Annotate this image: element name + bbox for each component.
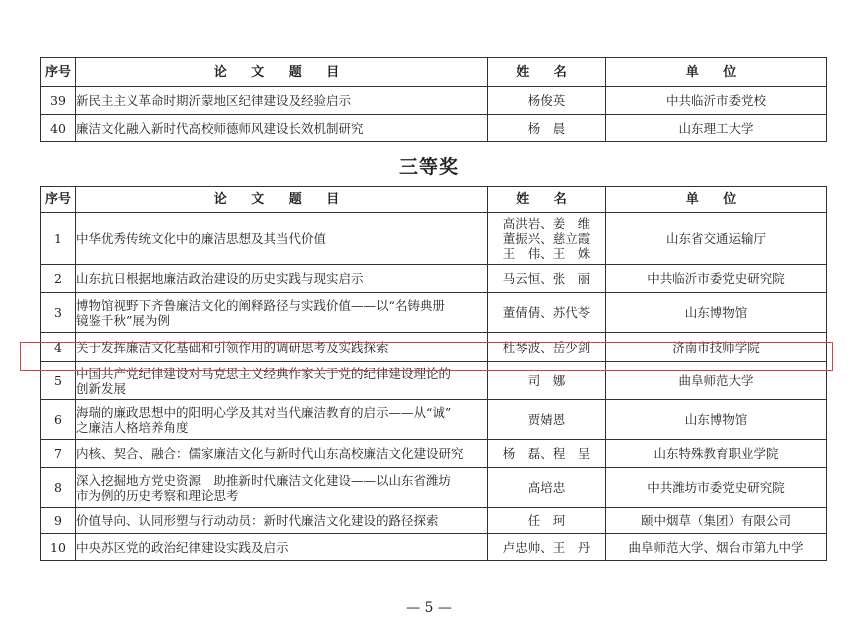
- third-prize-table: [40, 186, 827, 561]
- author-names: [488, 362, 606, 400]
- third-prize-rows: [41, 213, 827, 561]
- table-row: [41, 362, 827, 400]
- header-unit: 单 位: [606, 187, 827, 213]
- author-names: [488, 293, 606, 333]
- author-name-line: 杨俊英: [527, 93, 566, 108]
- prev-award-rows: [41, 87, 827, 142]
- author-name-line: 杨 晨: [527, 120, 566, 136]
- table-row: [41, 213, 827, 265]
- author-name-line: 杨 磊、程 呈: [502, 446, 591, 461]
- author-name-line: 高培忠: [527, 480, 566, 495]
- row-number: 10: [41, 534, 76, 561]
- author-names: [488, 400, 606, 440]
- paper-title-line: 之廉洁人格培养角度: [76, 419, 189, 435]
- paper-title: [76, 265, 488, 293]
- paper-title: [76, 293, 488, 333]
- paper-title-line: 海瑞的廉政思想中的阳明心学及其对当代廉洁教育的启示——从“诚”: [76, 404, 452, 420]
- row-number: 40: [41, 115, 76, 142]
- paper-title-line: 镜鉴千秋”展为例: [76, 312, 170, 328]
- author-name-line: 王 伟、王 姝: [502, 246, 591, 261]
- page-number: — 5 —: [406, 600, 452, 616]
- author-name-line: 卢忠帅、王 丹: [502, 539, 591, 555]
- row-number: 9: [41, 508, 76, 534]
- paper-title-line: 深入挖掘地方党史资源 助推新时代廉洁文化建设——以山东省潍坊: [76, 472, 452, 488]
- header-no: 序号: [41, 58, 76, 87]
- affiliation: 曲阜师范大学: [606, 362, 827, 400]
- paper-title: [76, 468, 488, 508]
- paper-title-line: 内核、契合、融合：儒家廉洁文化与新时代山东高校廉洁文化建设研究: [76, 446, 464, 461]
- header-title: 论 文 题 目: [76, 58, 488, 87]
- row-number: 39: [41, 87, 76, 115]
- table-header-row: [41, 58, 827, 87]
- header-name: 姓 名: [488, 58, 606, 87]
- paper-title: [76, 440, 488, 468]
- paper-title: [76, 115, 488, 142]
- row-number: 2: [41, 265, 76, 293]
- header-title: 论 文 题 目: [76, 187, 488, 213]
- table-row: [41, 265, 827, 293]
- header-unit: 单 位: [606, 58, 827, 87]
- table-row: [41, 534, 827, 561]
- affiliation: 山东博物馆: [606, 400, 827, 440]
- table-row: [41, 468, 827, 508]
- header-no: 序号: [41, 187, 76, 213]
- table-header-row: [41, 187, 827, 213]
- author-names: [488, 333, 606, 362]
- row-number: 1: [41, 213, 76, 265]
- paper-title-line: 新民主主义革命时期沂蒙地区纪律建设及经验启示: [76, 93, 352, 108]
- affiliation: 山东理工大学: [606, 115, 827, 142]
- paper-title-line: 中国共产党纪律建设对马克思主义经典作家关于党的纪律建设理论的: [76, 365, 452, 381]
- affiliation: 中共潍坊市委党史研究院: [606, 468, 827, 508]
- paper-title: [76, 400, 488, 440]
- paper-title: [76, 362, 488, 400]
- author-name-line: 贾婧恩: [527, 412, 566, 427]
- paper-title-line: 博物馆视野下齐鲁廉洁文化的阐释路径与实践价值——以“名铸典册: [76, 297, 445, 313]
- section-title: 三等奖: [398, 156, 459, 178]
- affiliation: 颐中烟草（集团）有限公司: [606, 508, 827, 534]
- author-name-line: 马云恒、张 丽: [502, 271, 591, 286]
- author-name-line: 杜琴波、岳少剑: [502, 339, 591, 355]
- table-row: [41, 333, 827, 362]
- paper-title-line: 创新发展: [76, 380, 127, 396]
- table-row: [41, 293, 827, 333]
- author-name-line: 司 娜: [527, 373, 566, 388]
- row-number: 8: [41, 468, 76, 508]
- prev-award-table: [40, 57, 827, 142]
- table-row: [41, 87, 827, 115]
- paper-title: [76, 534, 488, 561]
- row-number: 4: [41, 333, 76, 362]
- author-name-line: 董振兴、慈立霞: [502, 231, 591, 246]
- author-names: [488, 87, 606, 115]
- paper-title: [76, 508, 488, 534]
- header-name: 姓 名: [488, 187, 606, 213]
- author-names: [488, 213, 606, 265]
- affiliation: 中共临沂市委党史研究院: [606, 265, 827, 293]
- paper-title-line: 价值导向、认同形塑与行动动员：新时代廉洁文化建设的路径探索: [76, 513, 439, 528]
- paper-title: [76, 333, 488, 362]
- author-names: [488, 534, 606, 561]
- table-row: [41, 115, 827, 142]
- affiliation: 济南市技师学院: [606, 333, 827, 362]
- paper-title-line: 市为例的历史考察和理论思考: [76, 487, 239, 503]
- author-names: [488, 115, 606, 142]
- author-names: [488, 508, 606, 534]
- affiliation: 山东省交通运输厅: [606, 213, 827, 265]
- table-row: [41, 508, 827, 534]
- paper-title-line: 关于发挥廉洁文化基础和引领作用的调研思考及实践探索: [76, 339, 389, 355]
- table-row: [41, 400, 827, 440]
- author-names: [488, 440, 606, 468]
- paper-title-line: 山东抗日根据地廉洁政治建设的历史实践与现实启示: [76, 271, 364, 286]
- row-number: 3: [41, 293, 76, 333]
- author-name-line: 任 珂: [527, 513, 566, 528]
- author-name-line: 董倩倩、苏代苓: [502, 305, 591, 320]
- row-number: 6: [41, 400, 76, 440]
- paper-title-line: 中央苏区党的政治纪律建设实践及启示: [76, 539, 289, 555]
- author-name-line: 高洪岩、姜 维: [502, 216, 591, 231]
- paper-title-line: 中华优秀传统文化中的廉洁思想及其当代价值: [76, 231, 327, 246]
- paper-title: [76, 87, 488, 115]
- affiliation: 山东博物馆: [606, 293, 827, 333]
- affiliation: 曲阜师范大学、烟台市第九中学: [606, 534, 827, 561]
- affiliation: 中共临沂市委党校: [606, 87, 827, 115]
- paper-title-line: 廉洁文化融入新时代高校师德师风建设长效机制研究: [76, 120, 364, 136]
- row-number: 5: [41, 362, 76, 400]
- author-names: [488, 468, 606, 508]
- paper-title: [76, 213, 488, 265]
- row-number: 7: [41, 440, 76, 468]
- table-row: [41, 440, 827, 468]
- affiliation: 山东特殊教育职业学院: [606, 440, 827, 468]
- author-names: [488, 265, 606, 293]
